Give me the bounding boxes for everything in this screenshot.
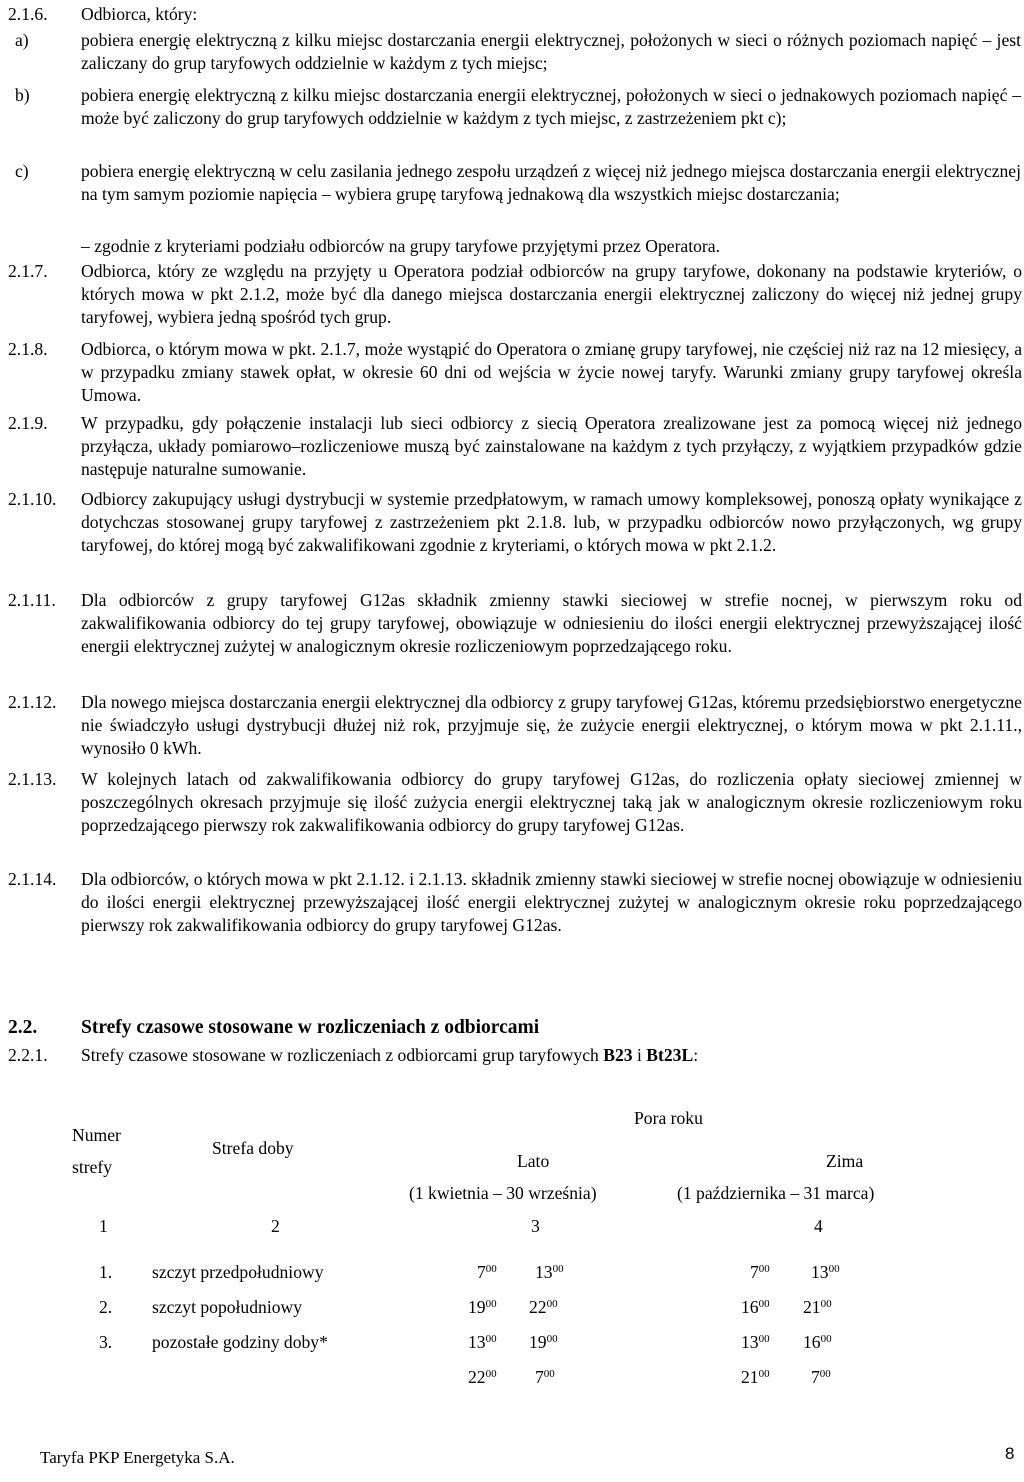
paragraph-text	[81, 1044, 1022, 1067]
lato-end: $19^{00}$	[529, 1332, 558, 1352]
paragraph-text: Dla odbiorców z grupy taryfowej G12as składnik zmienny stawki sieciowej w strefie nocnej, w pierwszym roku od zakwalifikowania odbiorcy do tej grupy taryfowej, obowiązuje w odniesieniu do ilości energii elektrycznej przewyższającej ilość energii elektrycznej zużytej w analogicznym okresie rozliczeniowym poprzedzającego roku.	[81, 590, 1022, 656]
column-number-1: 1	[99, 1216, 108, 1236]
paragraph-2-2-1	[8, 1044, 1022, 1067]
paragraph-text: Odbiorca, który ze względu na przyjęty u Operatora podział odbiorców na grupy taryfowe, dokonany na podstawie kryteriów, o których mowa w pkt 2.1.2, może być dla danego miejsca dostarczania energii elektrycznej zaliczony do więcej niż jednej grupy taryfowej, wybiera jedną spośród tych grup.	[81, 261, 1022, 327]
paragraph-text: Odbiorca, o którym mowa w pkt. 2.1.7, może wystąpić do Operatora o zmianę grupy taryfowej, nie częściej niż raz na 12 miesięcy, a w przypadku zmiany stawek opłat, w okresie 60 dni od wejścia w życie nowej taryfy. Warunki zmiany grupy taryfowej określa Umowa.	[81, 339, 1022, 405]
row-zone-name: szczyt popołudniowy	[152, 1297, 303, 1317]
zima-start: $7^{00}$	[750, 1262, 770, 1282]
row-number: 1.	[99, 1262, 113, 1282]
paragraph-number: 2.1.10.	[8, 489, 57, 509]
zima-start: $13^{00}$	[741, 1332, 770, 1352]
header-numer: Numer	[72, 1125, 121, 1145]
colon: :	[693, 1045, 699, 1065]
paragraph-2-1-12	[8, 691, 1022, 759]
paragraph-number: 2.1.12.	[8, 692, 57, 712]
paragraph-text: Odbiorca, który:	[81, 4, 198, 24]
column-number-3: 3	[531, 1216, 540, 1236]
row-number: 2.	[99, 1297, 113, 1317]
paragraph-number: 2.1.9.	[8, 413, 48, 433]
tariff-group-bt23l: Bt23L	[646, 1045, 694, 1065]
row-zone-name: pozostałe godziny doby*	[152, 1332, 328, 1352]
section-number: 2.2.	[8, 1017, 38, 1038]
list-text: pobiera energię elektryczną z kilku miejsc dostarczania energii elektrycznej, położonych w sieci o jednakowych poziomach napięć – może być zaliczony do grup taryfowych oddzielnie w każdym z tych miejsc, z zastrzeżeniem pkt c);	[81, 85, 1021, 128]
lato-start: $7^{00}$	[477, 1262, 497, 1282]
paragraph-number: 2.2.1.	[8, 1045, 48, 1065]
column-number-2: 2	[271, 1216, 280, 1236]
paragraph-2-1-11	[8, 589, 1022, 657]
list-item-b	[15, 84, 1021, 130]
header-lato: Lato	[517, 1151, 550, 1171]
zima-end: $7^{00}$	[811, 1367, 831, 1387]
page-number: 8	[1005, 1444, 1015, 1463]
header-strefy: strefy	[72, 1157, 113, 1177]
list-text: pobiera energię elektryczną z kilku miejsc dostarczania energii elektrycznej, położonych w sieci o różnych poziomach napięć – jest zaliczany do grup taryfowych oddzielnie w każdym z tych miejsc;	[81, 30, 1021, 73]
dash-note: – zgodnie z kryteriami podziału odbiorców na grupy taryfowe przyjętymi przez Operatora.	[81, 236, 720, 256]
paragraph-2-1-13	[8, 768, 1022, 836]
column-number-4: 4	[814, 1216, 823, 1236]
row-number: 3.	[99, 1332, 113, 1352]
paragraph-number: 2.1.14.	[8, 869, 57, 889]
tariff-group-b23: B23	[603, 1045, 633, 1065]
list-letter: b)	[15, 85, 30, 105]
paragraph-2-1-6	[8, 3, 1022, 26]
zima-end: $21^{00}$	[803, 1297, 832, 1317]
paragraph-text-part: Strefy czasowe stosowane w rozliczeniach z odbiorcami grup taryfowych	[81, 1045, 604, 1065]
paragraph-number: 2.1.6.	[8, 4, 48, 24]
zima-start: $16^{00}$	[741, 1297, 770, 1317]
zima-start: $21^{00}$	[741, 1367, 770, 1387]
list-letter: a)	[15, 30, 29, 50]
lato-start: $19^{00}$	[468, 1297, 497, 1317]
paragraph-text: W przypadku, gdy połączenie instalacji lub sieci odbiorcy z siecią Operatora zrealizowane jest za pomocą więcej niż jednego przyłącza, układy pomiarowo–rozliczeniowe muszą być zainstalowane na każdym z tych przyłączy, z wyjątkiem przypadków gdzie następuje naturalne sumowanie.	[81, 413, 1022, 479]
paragraph-text: Dla odbiorców, o których mowa w pkt 2.1.12. i 2.1.13. składnik zmienny stawki sieciowej w strefie nocnej obowiązuje w odniesieniu do ilości energii elektrycznej przewyższającej ilość energii elektrycznej zużytej w analogicznym okresie roku poprzedzającego pierwszy rok zakwalifikowania odbiorcy do grupy taryfowej G12as.	[81, 869, 1022, 935]
paragraph-number: 2.1.7.	[8, 261, 48, 281]
paragraph-2-1-7	[8, 260, 1022, 328]
paragraph-text: Dla nowego miejsca dostarczania energii elektrycznej dla odbiorcy z grupy taryfowej G12as, któremu przedsiębiorstwo energetyczne nie świadczyło usługi dystrybucji dłużej niż rok, przyjmuje się, że zużycie energii elektrycznej, o którym mowa w pkt 2.1.11., wynosiło 0 kWh.	[81, 692, 1022, 758]
header-zima: Zima	[826, 1151, 864, 1171]
paragraph-2-1-14	[8, 868, 1022, 936]
lato-start: $13^{00}$	[468, 1332, 497, 1352]
zima-end: $16^{00}$	[803, 1332, 832, 1352]
lato-end: $7^{00}$	[535, 1367, 555, 1387]
paragraph-2-1-9	[8, 412, 1022, 480]
paragraph-number: 2.1.11.	[8, 590, 56, 610]
paragraph-text: Odbiorcy zakupujący usługi dystrybucji w systemie przedpłatowym, w ramach umowy kompleksowej, ponoszą opłaty wynikające z dotychczas stosowanej grupy taryfowej z zastrzeżeniem pkt 2.1.8. lub, w przypadku odbiorców nowo przyłączonych, wg grupy taryfowej, do której mogą być zakwalifikowani zgodnie z kryteriami, o których mowa w pkt 2.1.2.	[81, 489, 1022, 555]
footer-title: Taryfa PKP Energetyka S.A.	[40, 1448, 235, 1467]
paragraph-2-1-8	[8, 338, 1022, 406]
section-title: Strefy czasowe stosowane w rozliczeniach z odbiorcami	[81, 1017, 540, 1038]
header-zima-range: (1 października – 31 marca)	[677, 1183, 875, 1203]
lato-start: $22^{00}$	[468, 1367, 497, 1387]
paragraph-number: 2.1.13.	[8, 769, 57, 789]
header-lato-range: (1 kwietnia – 30 września)	[409, 1183, 597, 1203]
list-letter: c)	[15, 161, 29, 181]
paragraph-2-1-10	[8, 488, 1022, 556]
paragraph-text: W kolejnych latach od zakwalifikowania odbiorcy do grupy taryfowej G12as, do rozliczenia opłaty sieciowej zmiennej w poszczególnych okresach przyjmuje się ilość zużycia energii elektrycznej taką jak w analogicznym okresie rozliczeniowym roku poprzedzającego pierwszy rok zakwalifikowania odbiorcy do grupy taryfowej G12as.	[81, 769, 1022, 835]
header-strefa-doby: Strefa doby	[212, 1138, 294, 1158]
row-zone-name: szczyt przedpołudniowy	[152, 1262, 324, 1282]
lato-end: $22^{00}$	[529, 1297, 558, 1317]
paragraph-number: 2.1.8.	[8, 339, 48, 359]
zima-end: $13^{00}$	[811, 1262, 840, 1282]
lato-end: $13^{00}$	[535, 1262, 564, 1282]
list-item-a	[15, 29, 1021, 75]
list-text: pobiera energię elektryczną w celu zasilania jednego zespołu urządzeń z więcej niż jednego miejsca dostarczania energii elektrycznej na tym samym poziomie napięcia – wybiera grupę taryfową jednakową dla wszystkich miejsc dostarczania;	[81, 161, 1021, 204]
conjunction: i	[632, 1045, 647, 1065]
header-pora-roku: Pora roku	[634, 1108, 703, 1128]
list-item-c	[15, 160, 1021, 206]
